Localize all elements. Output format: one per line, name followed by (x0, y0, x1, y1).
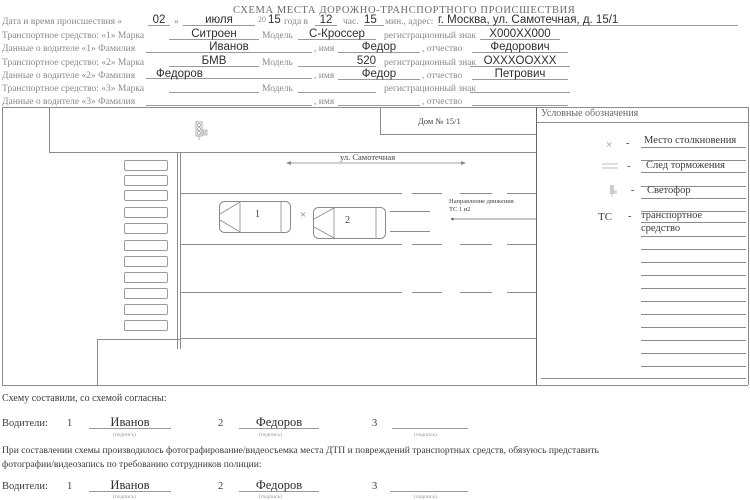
vehicle-3-model-label: Модель (262, 84, 293, 94)
diagram-left-border (2, 107, 3, 385)
vehicle-3-plate[interactable] (470, 81, 570, 93)
diagram-bottom-border (2, 385, 748, 386)
driver-2-name[interactable]: Федор (338, 68, 420, 80)
signature-2-field[interactable]: Федоров (239, 415, 319, 429)
vehicle-2-plate-label: регистрационный знак (384, 58, 476, 68)
legend-line (641, 198, 746, 199)
vehicle-1-plate[interactable]: X000XX000 (480, 28, 560, 40)
photo-text-line2: фотографии/видеозапись по требованию сотрудников полиции: (2, 459, 262, 470)
form-title: СХЕМА МЕСТА ДОРОЖНО-ТРАНСПОРТНОГО ПРОИСШЕСТВИЯ (233, 5, 576, 16)
photo-text-line1: При составлении схемы производилось фотографирование/видеосъемка места ДТП и повреждений транспортных средств, обязуюсь представить (2, 445, 599, 456)
signature-3-field[interactable] (392, 415, 468, 429)
braking-trace (390, 211, 430, 212)
vehicle-2-plate[interactable]: OXXXOOXXX (470, 55, 570, 67)
road-bottom-edge (180, 338, 536, 339)
direction-arrow-icon (450, 216, 536, 222)
zebra-stripe (124, 160, 168, 171)
legend-dash: - (628, 211, 632, 222)
vehicle-3-label: Транспортное средство: «3» Марка (2, 84, 145, 94)
legend-item-vehicle: транспортное (641, 210, 703, 221)
lane-dash (412, 193, 442, 194)
legend-blank-line[interactable] (641, 327, 746, 328)
driver-2-patronymic[interactable]: Петрович (472, 68, 568, 80)
photo-signature-1-caption: (подпись) (113, 494, 136, 500)
crossroad-line-b (180, 152, 181, 349)
legend-item-collision: Место столкновения (644, 135, 737, 146)
day-close: » (174, 17, 179, 27)
driver-3-name[interactable] (338, 94, 420, 106)
date-label: Дата и время происшествия « (2, 17, 123, 27)
signature-1-caption: (подпись) (113, 432, 136, 438)
collision-mark-icon: × (300, 209, 307, 221)
photo-drivers-label: Водители: (2, 481, 48, 492)
bottom-block-left-edge (97, 339, 98, 385)
direction-label-line2: ТС 1 и2 (449, 206, 471, 213)
photo-signature-3-caption: (подпись) (414, 494, 437, 500)
driver-1-patronymic[interactable]: Федорович (472, 41, 568, 53)
diagram-divider (536, 107, 537, 385)
zebra-stripe (124, 272, 168, 283)
lane-line-solid (180, 292, 402, 293)
lane-dash (507, 292, 536, 293)
vehicle-2-number: 2 (345, 215, 350, 226)
vehicle-2-brand[interactable]: БМВ (169, 55, 259, 67)
driver-3-surname[interactable] (146, 94, 312, 106)
traffic-light-legend-icon (609, 184, 618, 198)
vehicle-2-model[interactable]: 520 (298, 55, 376, 67)
braking-trace (390, 231, 430, 232)
legend-blank-line[interactable] (641, 340, 746, 341)
photo-signature-2-caption: (подпись) (259, 494, 282, 500)
collision-cross-icon: × (606, 139, 613, 151)
lane-dash (460, 193, 492, 194)
zebra-stripe (124, 223, 168, 234)
photo-signature-2-field[interactable]: Федоров (239, 478, 319, 492)
photo-signature-3-number: 3 (372, 481, 378, 492)
month-field[interactable]: июля (183, 14, 255, 26)
zebra-stripe (124, 240, 168, 251)
driver-3-label: Данные о водителе «3» Фамилия (2, 97, 136, 107)
signature-3-caption: (подпись) (414, 432, 437, 438)
crossroad-line-a (177, 152, 178, 349)
driver-1-label: Данные о водителе «1» Фамилия (2, 44, 136, 54)
signature-1-field[interactable]: Иванов (89, 415, 171, 429)
vehicle-3-model[interactable] (298, 81, 376, 93)
driver-2-label: Данные о водителе «2» Фамилия (2, 71, 136, 81)
zebra-stripe (124, 320, 168, 331)
diagram-right-border (748, 107, 749, 385)
legend-item-braking: След торможения (646, 160, 726, 171)
zebra-stripe (124, 207, 168, 218)
direction-label-line1: Направление движения (449, 198, 514, 205)
vehicle-1-label: Транспортное средство: «1» Марка (2, 31, 145, 41)
legend-blank-line[interactable] (641, 262, 746, 263)
legend-blank-line[interactable] (641, 353, 746, 354)
photo-signature-1-number: 1 (67, 481, 73, 492)
agreement-text: Схему составили, со схемой согласны: (2, 393, 167, 404)
vehicle-abbrev: ТС (598, 211, 613, 223)
road-top-edge (49, 152, 536, 153)
legend-blank-line[interactable] (641, 249, 746, 250)
year-field[interactable]: 15 (268, 14, 281, 26)
hour-field[interactable]: 12 (315, 14, 337, 26)
legend-item-vehicle-line2: средство (641, 223, 681, 234)
driver-1-name-label: , имя (314, 44, 335, 54)
legend-dash: - (631, 185, 635, 196)
legend-line (641, 147, 746, 148)
vehicle-3-brand[interactable] (169, 81, 259, 93)
year-suffix: года в (284, 17, 309, 27)
lane-dash (507, 193, 536, 194)
lane-dash (507, 244, 536, 245)
driver-1-surname[interactable]: Иванов (146, 41, 312, 53)
legend-line (641, 172, 746, 173)
driver-2-name-label: , имя (314, 71, 335, 81)
vehicle-2-label: Транспортное средство: «2» Марка (2, 58, 145, 68)
driver-2-surname[interactable]: Федоров (146, 68, 312, 79)
driver-3-patronymic-label: , отчество (422, 97, 463, 107)
minute-field[interactable]: 15 (364, 14, 384, 26)
photo-signature-2-number: 2 (218, 481, 224, 492)
zebra-stripe (124, 175, 168, 186)
signature-2-caption: (подпись) (259, 432, 282, 438)
legend-blank-line[interactable] (641, 366, 746, 367)
signature-1-number: 1 (67, 418, 73, 429)
house-label: Дом № 15/1 (418, 116, 461, 126)
legend-dash: - (627, 161, 631, 172)
street-direction-arrow-icon (286, 158, 466, 168)
lane-line-solid (180, 244, 402, 245)
legend-title: Условные обозначения (541, 108, 639, 119)
vehicle-1-model-label: Модель (262, 31, 293, 41)
driver-3-name-label: , имя (314, 97, 335, 107)
photo-signature-1-field[interactable]: Иванов (89, 478, 171, 492)
vehicle-2-model-label: Модель (262, 58, 293, 68)
address-field[interactable]: г. Москва, ул. Самотечная, д. 15/1 (438, 14, 738, 26)
house-bottom-edge (380, 134, 536, 135)
lane-dash (412, 292, 442, 293)
legend-blank-line[interactable] (641, 301, 746, 302)
driver-2-patronymic-label: , отчество (422, 71, 463, 81)
signature-2-number: 2 (218, 418, 224, 429)
legend-blank-line[interactable] (641, 314, 746, 315)
legend-blank-line[interactable] (541, 378, 746, 379)
legend-line (641, 236, 746, 237)
legend-item-traffic-light: Светофор (647, 185, 691, 196)
driver-3-patronymic[interactable] (472, 94, 568, 106)
top-block-left-edge (49, 108, 50, 152)
traffic-light-icon (193, 121, 213, 141)
drivers-label: Водители: (2, 418, 48, 429)
legend-blank-line[interactable] (641, 288, 746, 289)
lane-dash (460, 244, 492, 245)
year-prefix: 20 (258, 15, 266, 24)
signature-3-number: 3 (372, 418, 378, 429)
braking-trace-icon (602, 163, 618, 169)
lane-dash (460, 292, 492, 293)
street-label: ул. Самотечная (340, 152, 396, 162)
vehicle-1-plate-label: регистрационный знак (384, 31, 476, 41)
driver-1-name[interactable]: Федор (338, 41, 420, 53)
house-left-edge (380, 108, 381, 134)
zebra-stripe (124, 288, 168, 299)
zebra-stripe (124, 304, 168, 315)
zebra-stripe (124, 190, 168, 201)
vehicle-1-brand[interactable]: Ситроен (169, 28, 259, 40)
vehicle-1-number: 1 (255, 209, 260, 220)
day-field[interactable]: 02 (148, 14, 170, 26)
direction-label (449, 198, 514, 214)
vehicle-1-model[interactable]: С-Кроссер (298, 28, 376, 40)
vehicle-3-plate-label: регистрационный знак (384, 84, 476, 94)
legend-dash: - (626, 138, 630, 149)
bottom-block-top-edge (97, 339, 181, 340)
lane-dash (412, 244, 442, 245)
hour-label: час. (343, 17, 359, 27)
lane-line-solid (180, 193, 402, 194)
legend-title-underline (537, 122, 748, 123)
driver-1-patronymic-label: , отчество (422, 44, 463, 54)
minute-label: мин., адрес: (385, 17, 434, 27)
photo-signature-3-field[interactable] (390, 478, 468, 492)
legend-blank-line[interactable] (641, 275, 746, 276)
zebra-stripe (124, 256, 168, 267)
